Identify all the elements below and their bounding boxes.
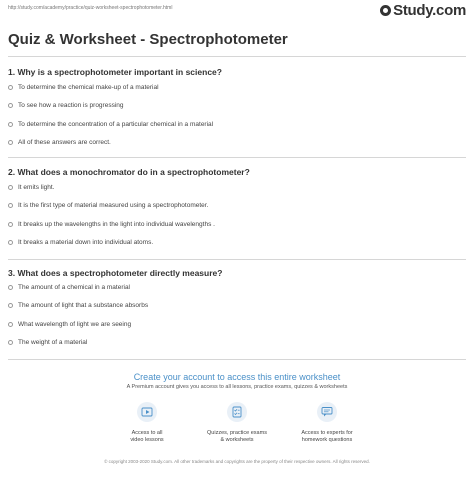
- question-3-option-4[interactable]: The weight of a material: [8, 337, 87, 347]
- copyright-notice: © copyright 2003-2020 Study.com. All other trademarks and copyrights are the property of their respective owners. All rights reserved.: [104, 459, 370, 464]
- question-1-option-2[interactable]: To see how a reaction is progressing: [8, 100, 124, 110]
- page-url: http://study.com/academy/practice/quiz-worksheet-spectrophotometer.html: [8, 5, 173, 11]
- radio-button[interactable]: [8, 122, 13, 127]
- radio-button[interactable]: [8, 340, 13, 345]
- question-1-title: 1. Why is a spectrophotometer important in science?: [8, 67, 222, 77]
- feature-quizzes: Quizzes, practice exams & worksheets: [192, 402, 282, 444]
- question-2-title: 2. What does a monochromator do in a spectrophotometer?: [8, 167, 250, 177]
- radio-button[interactable]: [8, 322, 13, 327]
- divider: [8, 157, 466, 158]
- page-title: Quiz & Worksheet - Spectrophotometer: [8, 31, 288, 48]
- logo-text: Study.com: [393, 2, 466, 19]
- quiz-checklist-icon: [227, 402, 247, 422]
- radio-button[interactable]: [8, 303, 13, 308]
- radio-button[interactable]: [8, 222, 13, 227]
- logo-mark-icon: [380, 5, 391, 16]
- question-3-title: 3. What does a spectrophotometer directly measure?: [8, 268, 223, 278]
- radio-button[interactable]: [8, 203, 13, 208]
- question-2-option-3[interactable]: It breaks up the wavelengths in the light into individual wavelengths .: [8, 219, 215, 229]
- divider: [8, 56, 466, 57]
- question-1-option-1[interactable]: To determine the chemical make-up of a material: [8, 82, 159, 92]
- expert-chat-icon: [317, 402, 337, 422]
- question-3-option-2[interactable]: The amount of light that a substance absorbs: [8, 300, 148, 310]
- radio-button[interactable]: [8, 185, 13, 190]
- radio-button[interactable]: [8, 240, 13, 245]
- feature-experts: Access to experts for homework questions: [282, 402, 372, 444]
- feature-video-lessons: Access to all video lessons: [102, 402, 192, 444]
- question-3-option-1[interactable]: The amount of a chemical in a material: [8, 282, 130, 292]
- question-3-option-3[interactable]: What wavelength of light we are seeing: [8, 319, 131, 329]
- question-1-option-4[interactable]: All of these answers are correct.: [8, 137, 111, 147]
- radio-button[interactable]: [8, 85, 13, 90]
- video-play-icon: [137, 402, 157, 422]
- radio-button[interactable]: [8, 140, 13, 145]
- question-2-option-2[interactable]: It is the first type of material measured using a spectrophotometer.: [8, 200, 208, 210]
- divider: [8, 259, 466, 260]
- premium-description: A Premium account gives you access to all lessons, practice exams, quizzes & worksheets: [126, 384, 348, 390]
- question-2-option-1[interactable]: It emits light.: [8, 182, 54, 192]
- create-account-link[interactable]: Create your account to access this entire worksheet: [133, 372, 341, 382]
- question-1-option-3[interactable]: To determine the concentration of a particular chemical in a material: [8, 119, 213, 129]
- radio-button[interactable]: [8, 285, 13, 290]
- radio-button[interactable]: [8, 103, 13, 108]
- question-2-option-4[interactable]: It breaks a material down into individual atoms.: [8, 237, 153, 247]
- study-logo[interactable]: [380, 2, 466, 19]
- divider: [8, 359, 466, 360]
